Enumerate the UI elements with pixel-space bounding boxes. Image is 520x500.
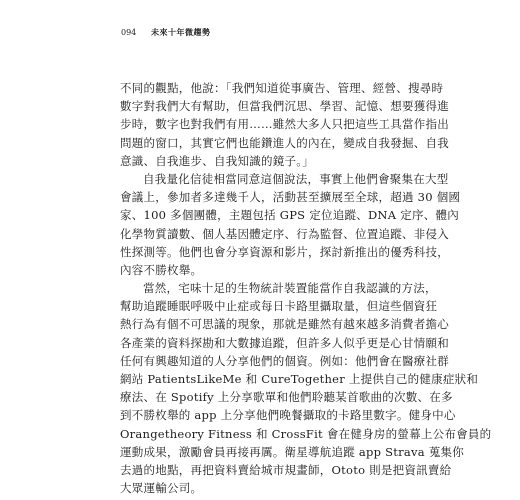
text-line: 不同的觀點，他說：「我們知道從事廣告、管理、經營、搜尋時: [120, 81, 444, 95]
text-line: 步時，數字也對我們有用……雖然大多人只把這些工具當作指出: [120, 117, 449, 132]
text-line: 會議上，參加者多達幾千人，活動甚至擴展至全球，超過 30 個國: [120, 190, 461, 205]
text-line: 內容不勝枚舉。: [120, 262, 203, 277]
page-number: 094: [121, 28, 137, 37]
text-line: 任何有興趣知道的人分享他們的個資。例如：他們會在醫療社群: [120, 353, 449, 368]
text-line: 幫助追蹤睡眠呼吸中止症或每日卡路里攝取量，但這些個資狂: [120, 299, 438, 314]
text-line: 數字對我們大有幫助，但當我們沉思、學習、記憶、想要獲得進: [120, 99, 449, 114]
text-line: 療法、在 Spotify 上分享歌單和他們聆聽某首歌曲的次數、在多: [120, 390, 453, 405]
text-line: 當然，宅味十足的生物統計裝置能當作自我認識的方法，: [143, 281, 437, 296]
text-line: 到不勝枚舉的 app 上分享他們晚餐攝取的卡路里數字。健身中心: [120, 408, 456, 423]
running-head: [121, 27, 211, 38]
text-line: 網站 PatientsLikeMe 和 CureTogether 上提供自己的健康症狀和: [120, 372, 479, 386]
text-line: 去過的地點，再把資料賣給城市規畫師，Ototo 則是把資訊賣給: [120, 462, 452, 477]
text-line: 大眾運輸公司。: [120, 481, 203, 496]
text-line: 意識、自我進步、自我知識的鏡子。」: [120, 153, 314, 168]
text-line: 化學物質讀數、個人基因體定序、行為監督、位置追蹤、非侵入: [120, 226, 449, 241]
text-line: 運動成果，激勵會員再接再厲。衛星導航追蹤 app Strava 蒐集你: [120, 444, 464, 459]
text-line: 自我量化信徒相當同意這個說法，事實上他們會聚集在大型: [143, 171, 449, 186]
text-line: 家、100 多個團體，主題包括 GPS 定位追蹤、DNA 定序、體內: [120, 208, 459, 223]
text-line: 問題的窗口，其實它們也能鑽進人的內在，變成自我發掘、自我: [120, 135, 449, 150]
book-title: 未來十年微趨勢: [151, 27, 211, 37]
text-line: 熱行為有個不可思議的現象，那就是雖然有越來越多消費者擔心: [120, 317, 449, 332]
text-line: 各產業的資料探勘和大數據追蹤，但許多人似乎更是心甘情願和: [120, 335, 449, 350]
text-line: 性探測等。他們也會分享資源和影片，探討新推出的優秀科技，: [120, 244, 449, 259]
body-text: [120, 79, 492, 497]
text-line: Orangetheory Fitness 和 CrossFit 會在健身房的螢幕上公布會員的: [120, 426, 492, 441]
